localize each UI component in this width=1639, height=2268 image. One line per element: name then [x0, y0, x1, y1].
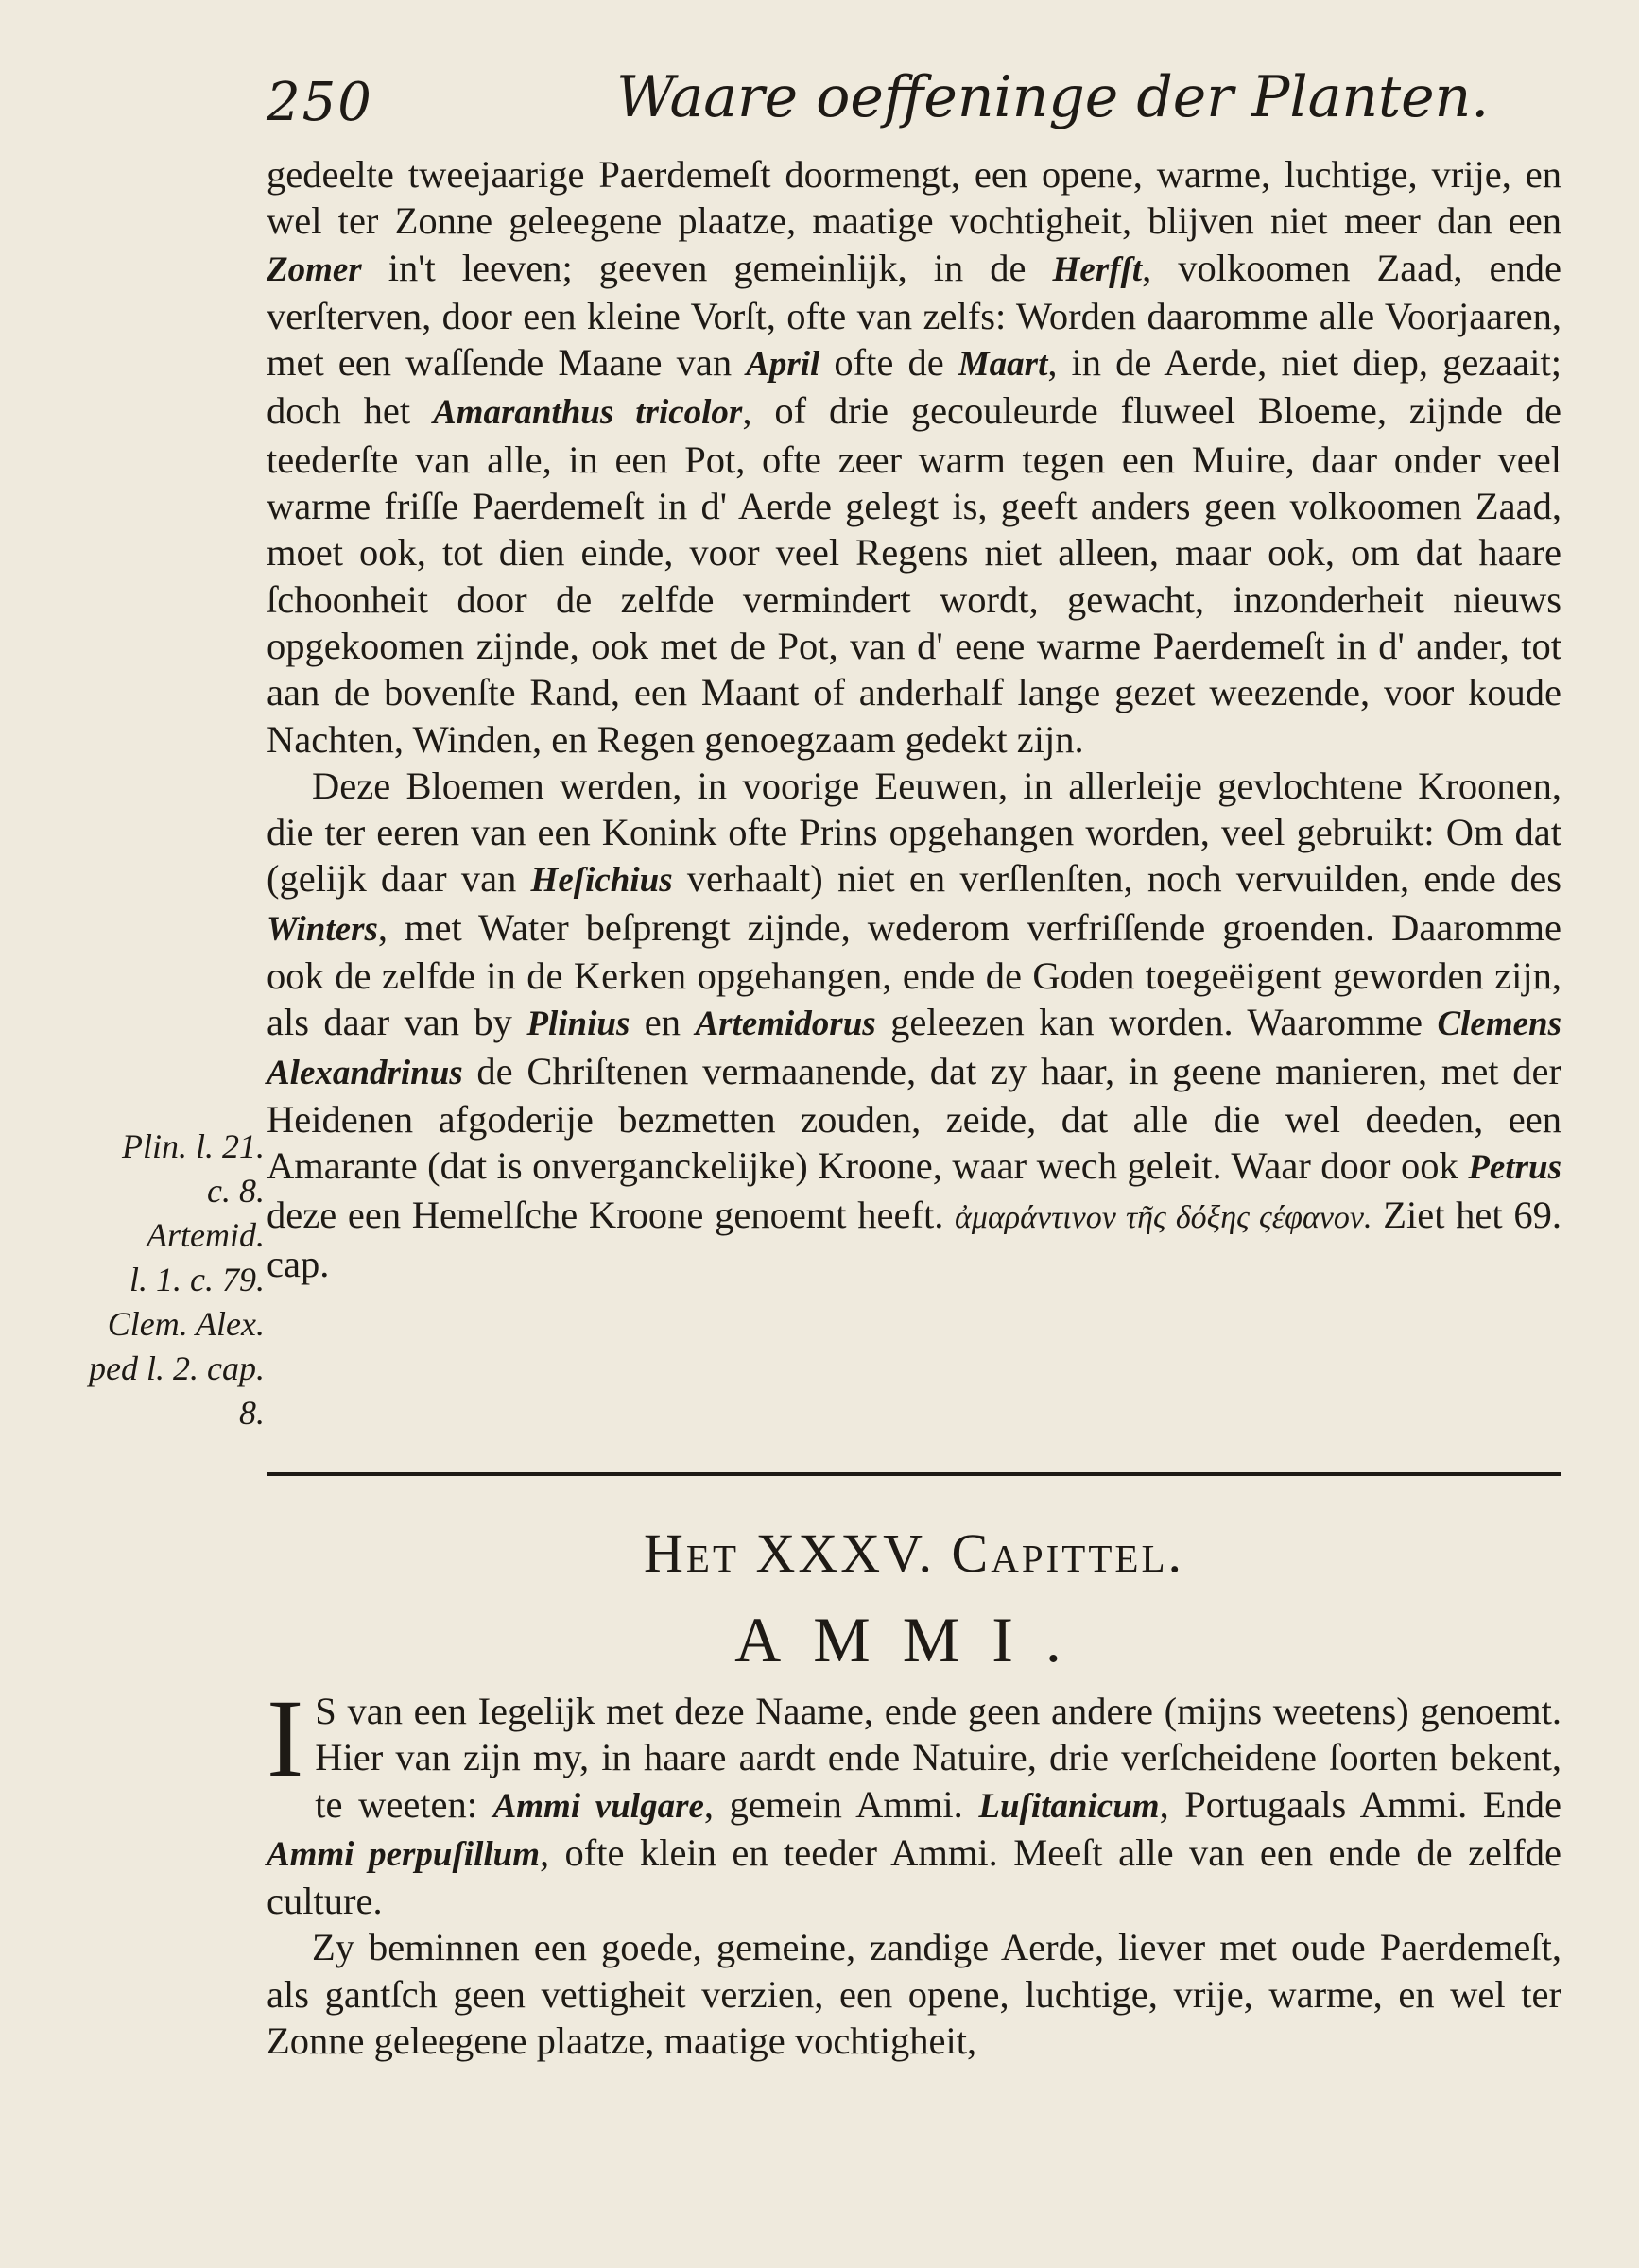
paragraph: Zy beminnen een goede, gemeine, zandige Aerde, liever met oude Paerdemeſt, als gantſch geen vettigheit verzien, een opene, luchtige, vrije, warme, en wel ter Zonne geleegene plaatze, maatige vochtigheit,: [267, 1926, 1561, 2063]
margin-note: ped l. 2. cap.: [89, 1349, 265, 1387]
margin-note: 8.: [239, 1394, 265, 1432]
paragraph: [267, 151, 1561, 763]
text-run: , ofte klein en teeder Ammi. Meeſt alle van een ende de zelfde culture.: [267, 1830, 1561, 1923]
margin-note: c. 8.: [207, 1172, 265, 1210]
text-run: , gemein Ammi.: [703, 1782, 979, 1826]
text-run: , Portugaals Ammi. Ende: [1159, 1782, 1561, 1826]
running-title: Waare oeffeninge der Planten.: [616, 64, 1490, 130]
italic-term: Maart: [958, 345, 1048, 385]
text-run: S van een Iegelijk met deze Naame, ende geen andere (mijns weetens) genoemt. Hier van zijn my, in haare aardt ende Natuire, drie verſcheidene ſoorten bekent, te weeten:: [315, 1690, 1561, 1826]
margin-note: Artemid.: [147, 1216, 265, 1254]
text-run: Ziet het 69. cap.: [267, 1193, 1561, 1285]
chapter-heading: Het XXXV. Capittel.: [644, 1522, 1184, 1584]
section-1-text: [267, 151, 1561, 1287]
italic-term: Winters: [267, 909, 378, 949]
italic-term: Clemens Alexandrinus: [267, 1005, 1562, 1092]
section-divider: [267, 1472, 1561, 1476]
text-run: en: [630, 1001, 696, 1044]
italic-term: Zomer: [267, 249, 362, 289]
margin-note: Clem. Alex.: [107, 1305, 265, 1343]
text-run: ofte de: [820, 341, 958, 385]
greek-quote: ἀμαράντινον τῆς δόξης ςέφανον.: [955, 1199, 1372, 1235]
text-run: Deze Bloemen werden, in voorige Eeuwen, in allerleije gevlochtene Kroonen, die ter eeren van een Konink ofte Prins opgehangen worden, veel gebruikt: Om dat (gelijk daar van: [267, 764, 1561, 901]
italic-term: Herfſt: [1052, 249, 1143, 289]
italic-term: Petrus: [1468, 1148, 1561, 1188]
page-number: 250: [267, 72, 373, 133]
italic-term: Ammi perpuſillum: [267, 1834, 540, 1874]
text-run: , volkoomen Zaad, ende verſterven, door een kleine Vorſt, ofte van zelfs: Worden daaromme alle Voorjaaren, met een waſſende Maane van: [267, 246, 1561, 385]
section-2-text: [267, 1676, 1561, 2064]
paragraph: [267, 763, 1561, 1287]
italic-term: Plinius: [526, 1005, 630, 1044]
italic-term: April: [746, 345, 820, 385]
text-run: , of drie gecouleurde fluweel Bloeme, zijnde de teederſte van alle, in een Pot, ofte zeer warm tegen een Muire, daar onder veel warme friſſe Paerdemeſt in d' Aerde gelegt is, geeft anders geen volkoomen Zaad, moet ook, tot dien einde, voor veel Regens niet alleen, maar ook, om dat haare ſchoonheit door de zelfde vermindert wordt, gewacht, inzonderheit nieuws opgekoomen zijnde, ook met de Pot, van d' eene warme Paerdemeſt in d' ander, tot aan de bovenſte Rand, een Maant of anderhalf lange gezet weezende, voor koude Nachten, Winden, en Regen genoegzaam gedekt zijn.: [267, 389, 1561, 761]
italic-term: Luſitanicum: [978, 1786, 1160, 1826]
italic-term: Heſichius: [530, 861, 673, 901]
italic-term: Artemidorus: [695, 1005, 876, 1044]
text-run: in't leeven; geeven gemeinlijk, in de: [361, 246, 1053, 289]
text-run: verhaalt) niet en verſlenſten, noch vervuilden, ende des: [672, 857, 1561, 901]
text-run: , met Water beſprengt zijnde, wederom verfriſſende groenden. Daaromme ook de zelfde in de Kerken opgehangen, ende de Goden toegeëigent geworden zijn, als daar van by: [267, 905, 1561, 1044]
chapter-title: AMMI.: [734, 1604, 1094, 1675]
italic-term: Ammi vulgare: [492, 1786, 704, 1826]
margin-note: l. 1. c. 79.: [129, 1261, 265, 1298]
paragraph: [267, 1676, 1561, 1924]
text-run: geleezen kan worden. Waaromme: [875, 1001, 1438, 1044]
running-head: [267, 55, 1533, 140]
margin-note: Plin. l. 21.: [122, 1127, 265, 1165]
text-run: deze een Hemelſche Kroone genoemt heeft.: [267, 1193, 956, 1236]
text-run: de Chriſtenen vermaanende, dat zy haar, in geene manieren, met der Heidenen afgoderije bezmetten zouden, zeide, dat alle die wel deeden, een Amarante (dat is onverganckelijke) Kroone, waar wech geleit. Waar door ook: [267, 1049, 1561, 1188]
drop-cap: I: [267, 1676, 304, 1800]
text-run: , in de Aerde, niet diep, gezaait; doch het: [267, 341, 1561, 433]
margin-notes: [76, 1125, 265, 1435]
italic-term: Amaranthus tricolor: [432, 393, 743, 433]
text-run: gedeelte tweejaarige Paerdemeſt doormengt, een opene, warme, luchtige, vrije, en wel ter Zonne geleegene plaatze, maatige vochtigheit, blijven niet meer dan een: [267, 153, 1561, 243]
